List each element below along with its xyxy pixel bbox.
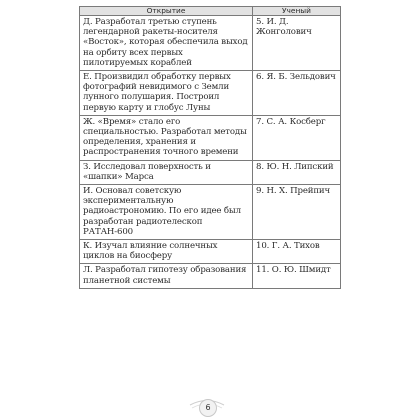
scientist-cell: 11. О. Ю. Шмидт [253, 264, 341, 288]
discovery-cell: Ж. «Время» стало его специальностью. Разработал методы определения, хранения и распространения точного времени [80, 115, 253, 160]
table-row [80, 160, 341, 184]
column-header-discovery: Открытие [80, 7, 253, 16]
table-row [80, 16, 341, 71]
table-row [80, 71, 341, 116]
scientist-cell: 7. С. А. Косберг [253, 115, 341, 160]
scientist-cell: 8. Ю. Н. Липский [253, 160, 341, 184]
scientist-cell: 6. Я. Б. Зельдович [253, 71, 341, 116]
discovery-cell: З. Исследовал поверхность и «шапки» Марса [80, 160, 253, 184]
discovery-cell: Е. Произвидил обработку первых фотографий невидимого с Земли лунного полушария. Построил первую карту и глобус Луны [80, 71, 253, 116]
page-number: 6 [199, 399, 217, 417]
column-header-scientist: Ученый [253, 7, 341, 16]
discovery-cell: Д. Разработал третью ступень легендарной ракеты-носителя «Восток», которая обеспечила выход на орбиту всех первых пилотируемых кораблей [80, 16, 253, 71]
scientist-cell: 9. Н. Х. Прейпич [253, 185, 341, 240]
discovery-cell: К. Изучал влияние солнечных циклов на биосферу [80, 240, 253, 264]
scientist-cell: 5. И. Д. Жонголович [253, 16, 341, 71]
scientist-cell: 10. Г. А. Тихов [253, 240, 341, 264]
table-row [80, 264, 341, 288]
discovery-cell: И. Основал советскую экспериментальную радиоастрономию. По его идее был разработан радиотелескоп РАТАН-600 [80, 185, 253, 240]
table-header-row [80, 7, 341, 16]
table-row [80, 115, 341, 160]
table-row [80, 185, 341, 240]
table-row [80, 240, 341, 264]
discovery-cell: Л. Разработал гипотезу образования планетной системы [80, 264, 253, 288]
discovery-scientist-table [79, 6, 341, 289]
